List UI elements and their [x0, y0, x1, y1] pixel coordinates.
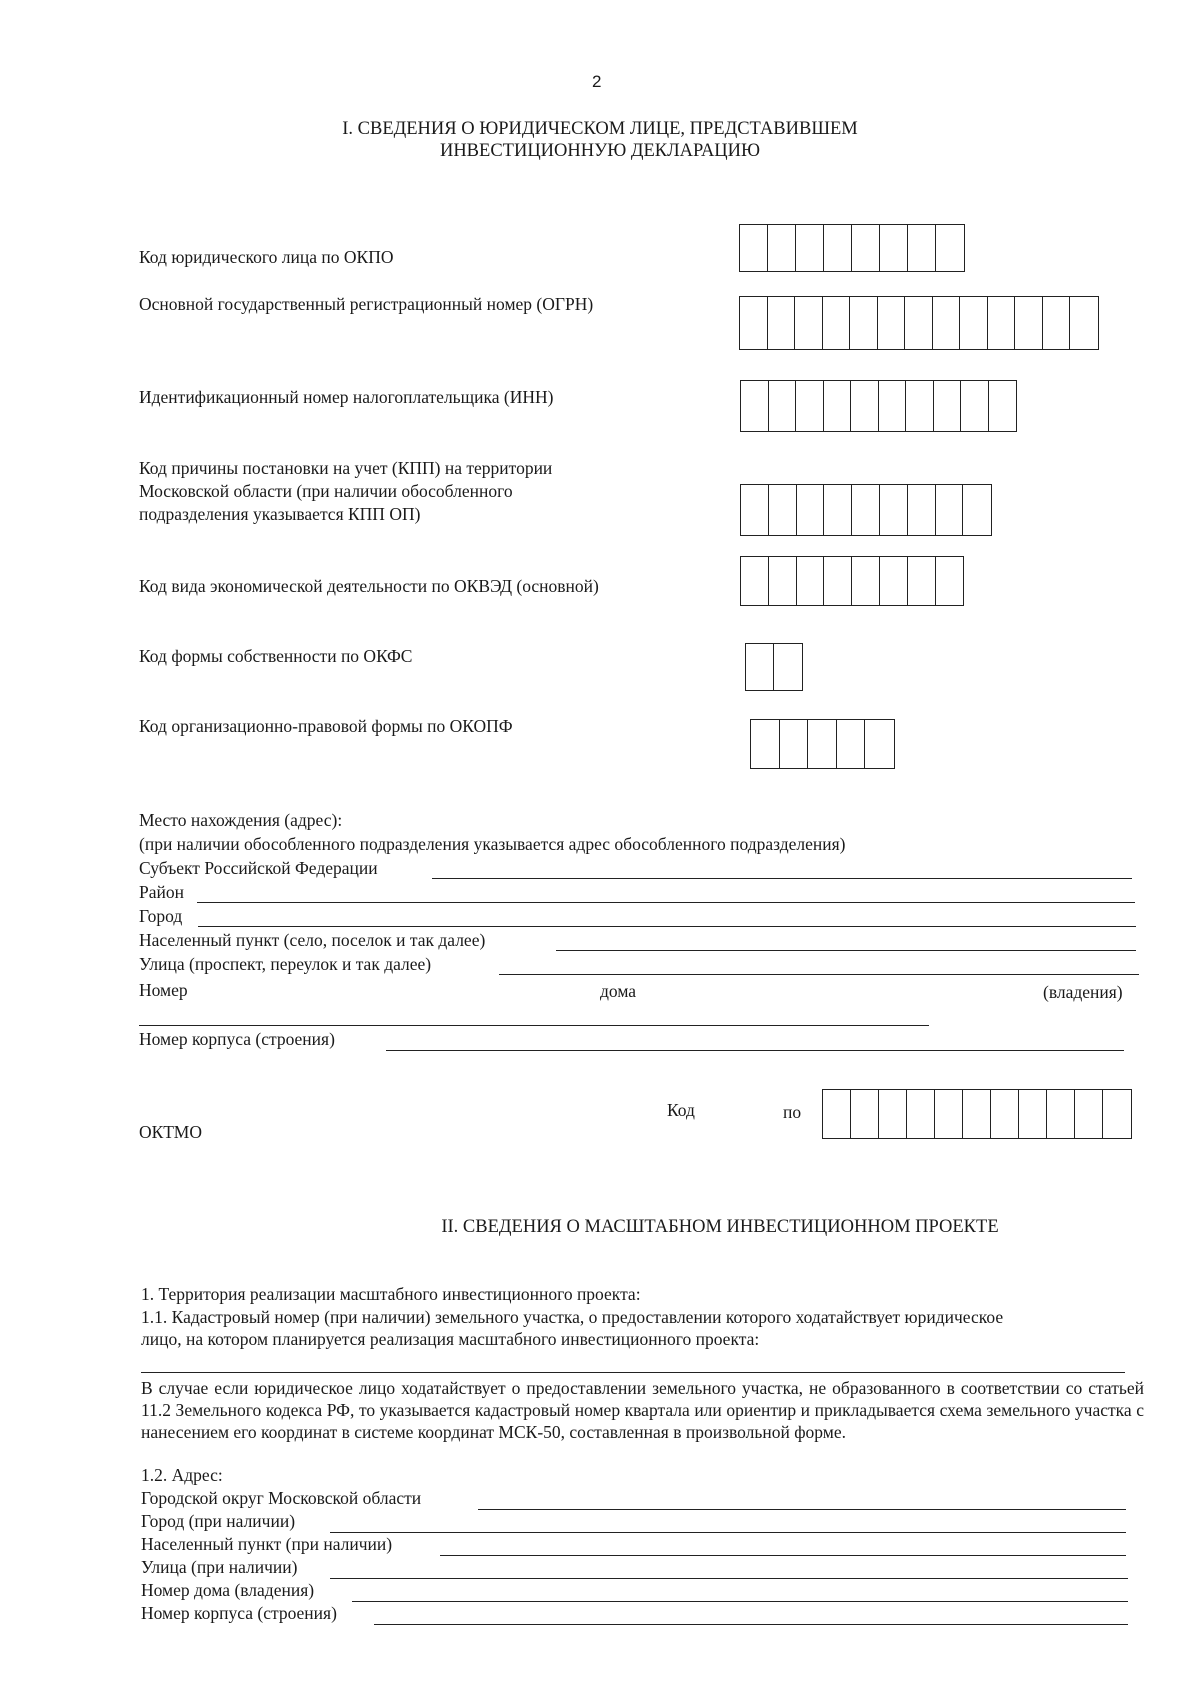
street-optional-label: Улица (при наличии) [141, 1557, 298, 1577]
item12-label: 1.2. Адрес: [141, 1465, 223, 1485]
kpp-label-line1: Код причины постановки на учет (КПП) на территории [139, 458, 553, 478]
city-optional-label: Город (при наличии) [141, 1511, 296, 1531]
settlement-field-line[interactable] [556, 950, 1136, 951]
ogrn-input-boxes[interactable] [739, 296, 1099, 350]
building-field-line[interactable] [386, 1050, 1124, 1051]
inn-label: Идентификационный номер налогоплательщика (ИНН) [139, 387, 554, 407]
kod-label: Код [667, 1100, 695, 1120]
city-optional-field-line[interactable] [330, 1532, 1126, 1533]
building-number-label: Номер корпуса (строения) [141, 1603, 337, 1623]
district-label: Район [139, 882, 184, 902]
street-field-line[interactable] [499, 974, 1139, 975]
ogrn-label: Основной государственный регистрационный номер (ОГРН) [139, 294, 594, 314]
building-number-optional-field-line[interactable] [374, 1624, 1128, 1625]
item11-line1: 1.1. Кадастровый номер (при наличии) земельного участка, о предоставлении которого ходатайствует юридическое [141, 1307, 1004, 1327]
settlement-optional-label: Населенный пункт (при наличии) [141, 1534, 393, 1554]
okpo-label: Код юридического лица по ОКПО [139, 247, 394, 267]
okfs-label: Код формы собственности по ОКФС [139, 646, 413, 666]
okpo-input-boxes[interactable] [739, 224, 965, 272]
page-number: 2 [592, 72, 602, 91]
item1-text: 1. Территория реализации масштабного инвестиционного проекта: [141, 1284, 641, 1304]
city-label: Город [139, 906, 183, 926]
district-field-line[interactable] [197, 902, 1135, 903]
land-plot-note: В случае если юридическое лицо ходатайствует о предоставлении земельного участка, не образованного в соответствии со статьей 11.2 Земельного кодекса РФ, то указывается кадастровый номер квартала или ориентир и прикладывается схема земельного участка с нанесением его координат в системе координат МСК-50, составленная в произвольной форме. [141, 1378, 1144, 1442]
house-number-field-line[interactable] [139, 1025, 929, 1026]
subject-field-line[interactable] [432, 878, 1132, 879]
okopf-label: Код организационно-правовой формы по ОКОПФ [139, 716, 513, 736]
oktmo-label: ОКТМО [139, 1122, 202, 1142]
city-field-line[interactable] [198, 926, 1136, 927]
okopf-input-boxes[interactable] [750, 719, 895, 769]
okved-label: Код вида экономической деятельности по ОКВЭД (основной) [139, 576, 599, 596]
section1-title [290, 118, 910, 162]
inn-input-boxes[interactable] [740, 380, 1017, 432]
okrug-label: Городской округ Московской области [141, 1488, 422, 1508]
house-label: дома [600, 981, 637, 1001]
okfs-input-boxes[interactable] [745, 643, 803, 691]
subject-label: Субъект Российской Федерации [139, 858, 378, 878]
street-optional-field-line[interactable] [330, 1578, 1128, 1579]
settlement-label: Населенный пункт (село, поселок и так далее) [139, 930, 486, 950]
kpp-label-line3: подразделения указывается КПП ОП) [139, 504, 421, 524]
item11-line2: лицо, на котором планируется реализация масштабного инвестиционного проекта: [141, 1329, 760, 1349]
ownership-label: (владения) [1043, 982, 1123, 1002]
address-note: (при наличии обособленного подразделения указывается адрес обособленного подразделения) [139, 834, 846, 854]
section1-title-line2: ИНВЕСТИЦИОННУЮ ДЕКЛАРАЦИЮ [439, 141, 761, 162]
settlement-optional-field-line[interactable] [440, 1555, 1126, 1556]
section1-title-line1: I. СВЕДЕНИЯ О ЮРИДИЧЕСКОМ ЛИЦЕ, ПРЕДСТАВИВШЕМ [342, 119, 858, 139]
section2-title: II. СВЕДЕНИЯ О МАСШТАБНОМ ИНВЕСТИЦИОННОМ ПРОЕКТЕ [441, 1217, 999, 1237]
house-number-optional-field-line[interactable] [352, 1601, 1128, 1602]
oktmo-input-boxes[interactable] [822, 1089, 1132, 1139]
po-label: по [783, 1102, 802, 1122]
okved-input-boxes[interactable] [740, 556, 964, 606]
cadastral-number-field-line[interactable] [141, 1372, 1125, 1373]
number-label: Номер [139, 980, 188, 1000]
building-label: Номер корпуса (строения) [139, 1029, 335, 1049]
house-number-label: Номер дома (владения) [141, 1580, 315, 1600]
street-label: Улица (проспект, переулок и так далее) [139, 954, 432, 974]
kpp-input-boxes[interactable] [740, 484, 992, 536]
kpp-label-line2: Московской области (при наличии обособленного [139, 481, 513, 501]
address-label: Место нахождения (адрес): [139, 810, 343, 830]
okrug-field-line[interactable] [478, 1509, 1126, 1510]
